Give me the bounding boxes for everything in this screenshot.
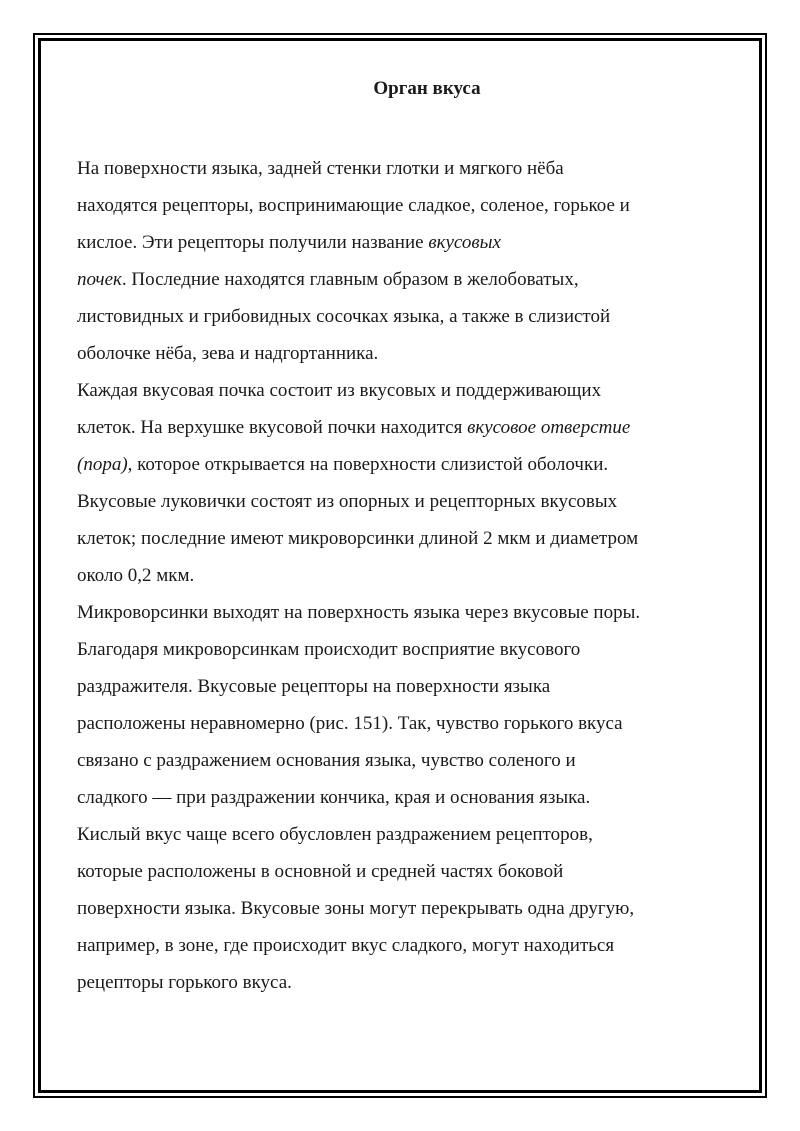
text-segment: около 0,2 мкм.: [77, 565, 195, 586]
text-segment: На поверхности языка, задней стенки глотки и мягкого нёба: [77, 158, 564, 179]
text-line: [77, 964, 725, 1001]
text-line: [77, 705, 725, 742]
text-segment: Микроворсинки выходят на поверхность языка через вкусовые поры.: [77, 602, 641, 623]
text-line: [77, 816, 725, 853]
italic-term: (пора): [77, 454, 128, 475]
text-segment: . Последние находятся главным образом в желобоватых,: [121, 269, 579, 290]
text-line: [77, 372, 725, 409]
text-line: [77, 742, 725, 779]
text-line: [77, 520, 725, 557]
text-segment: поверхности языка. Вкусовые зоны могут перекрывать одна другую,: [77, 898, 635, 919]
text-line: [77, 890, 725, 927]
text-segment: рецепторы горького вкуса.: [77, 972, 292, 993]
italic-term: вкусовых: [428, 232, 501, 253]
text-segment: сладкого — при раздражении кончика, края и основания языка.: [77, 787, 591, 808]
text-line: [77, 853, 725, 890]
text-segment: клеток; последние имеют микроворсинки длиной 2 мкм и диаметром: [77, 528, 639, 549]
body-text: [77, 150, 725, 1001]
text-segment: клеток. На верхушке вкусовой почки находится: [77, 417, 468, 438]
text-line: [77, 927, 725, 964]
text-line: [77, 298, 725, 335]
text-line: [77, 557, 725, 594]
text-line: [77, 779, 725, 816]
text-segment: листовидных и грибовидных сосочках языка, а также в слизистой: [77, 306, 611, 327]
text-line: [77, 409, 725, 446]
text-line: [77, 261, 725, 298]
text-segment: например, в зоне, где происходит вкус сладкого, могут находиться: [77, 935, 615, 956]
text-segment: кислое. Эти рецепторы получили название: [77, 232, 429, 253]
text-segment: расположены неравномерно (рис. 151). Так, чувство горького вкуса: [77, 713, 623, 734]
text-line: [77, 187, 725, 224]
text-line: [77, 483, 725, 520]
text-line: [77, 668, 725, 705]
text-line: [77, 631, 725, 668]
document-body: [77, 74, 725, 1001]
text-segment: раздражителя. Вкусовые рецепторы на поверхности языка: [77, 676, 551, 697]
text-segment: Кислый вкус чаще всего обусловлен раздражением рецепторов,: [77, 824, 593, 845]
text-line: [77, 335, 725, 372]
text-segment: оболочке нёба, зева и надгортанника.: [77, 343, 379, 364]
text-line: [77, 446, 725, 483]
text-segment: находятся рецепторы, воспринимающие сладкое, соленое, горькое и: [77, 195, 630, 216]
text-segment: , которое открывается на поверхности слизистой оболочки.: [127, 454, 609, 475]
document-title: Орган вкуса: [373, 78, 481, 99]
text-line: [77, 224, 725, 261]
text-segment: Каждая вкусовая почка состоит из вкусовых и поддерживающих: [77, 380, 602, 401]
text-segment: Вкусовые луковички состоят из опорных и рецепторных вкусовых: [77, 491, 618, 512]
italic-term: почек: [77, 269, 122, 290]
text-line: [77, 594, 725, 631]
text-line: [77, 150, 725, 187]
text-segment: связано с раздражением основания языка, чувство соленого и: [77, 750, 576, 771]
text-segment: которые расположены в основной и средней частях боковой: [77, 861, 564, 882]
italic-term: вкусовое отверстие: [467, 417, 631, 438]
text-segment: Благодаря микроворсинкам происходит восприятие вкусового: [77, 639, 581, 660]
